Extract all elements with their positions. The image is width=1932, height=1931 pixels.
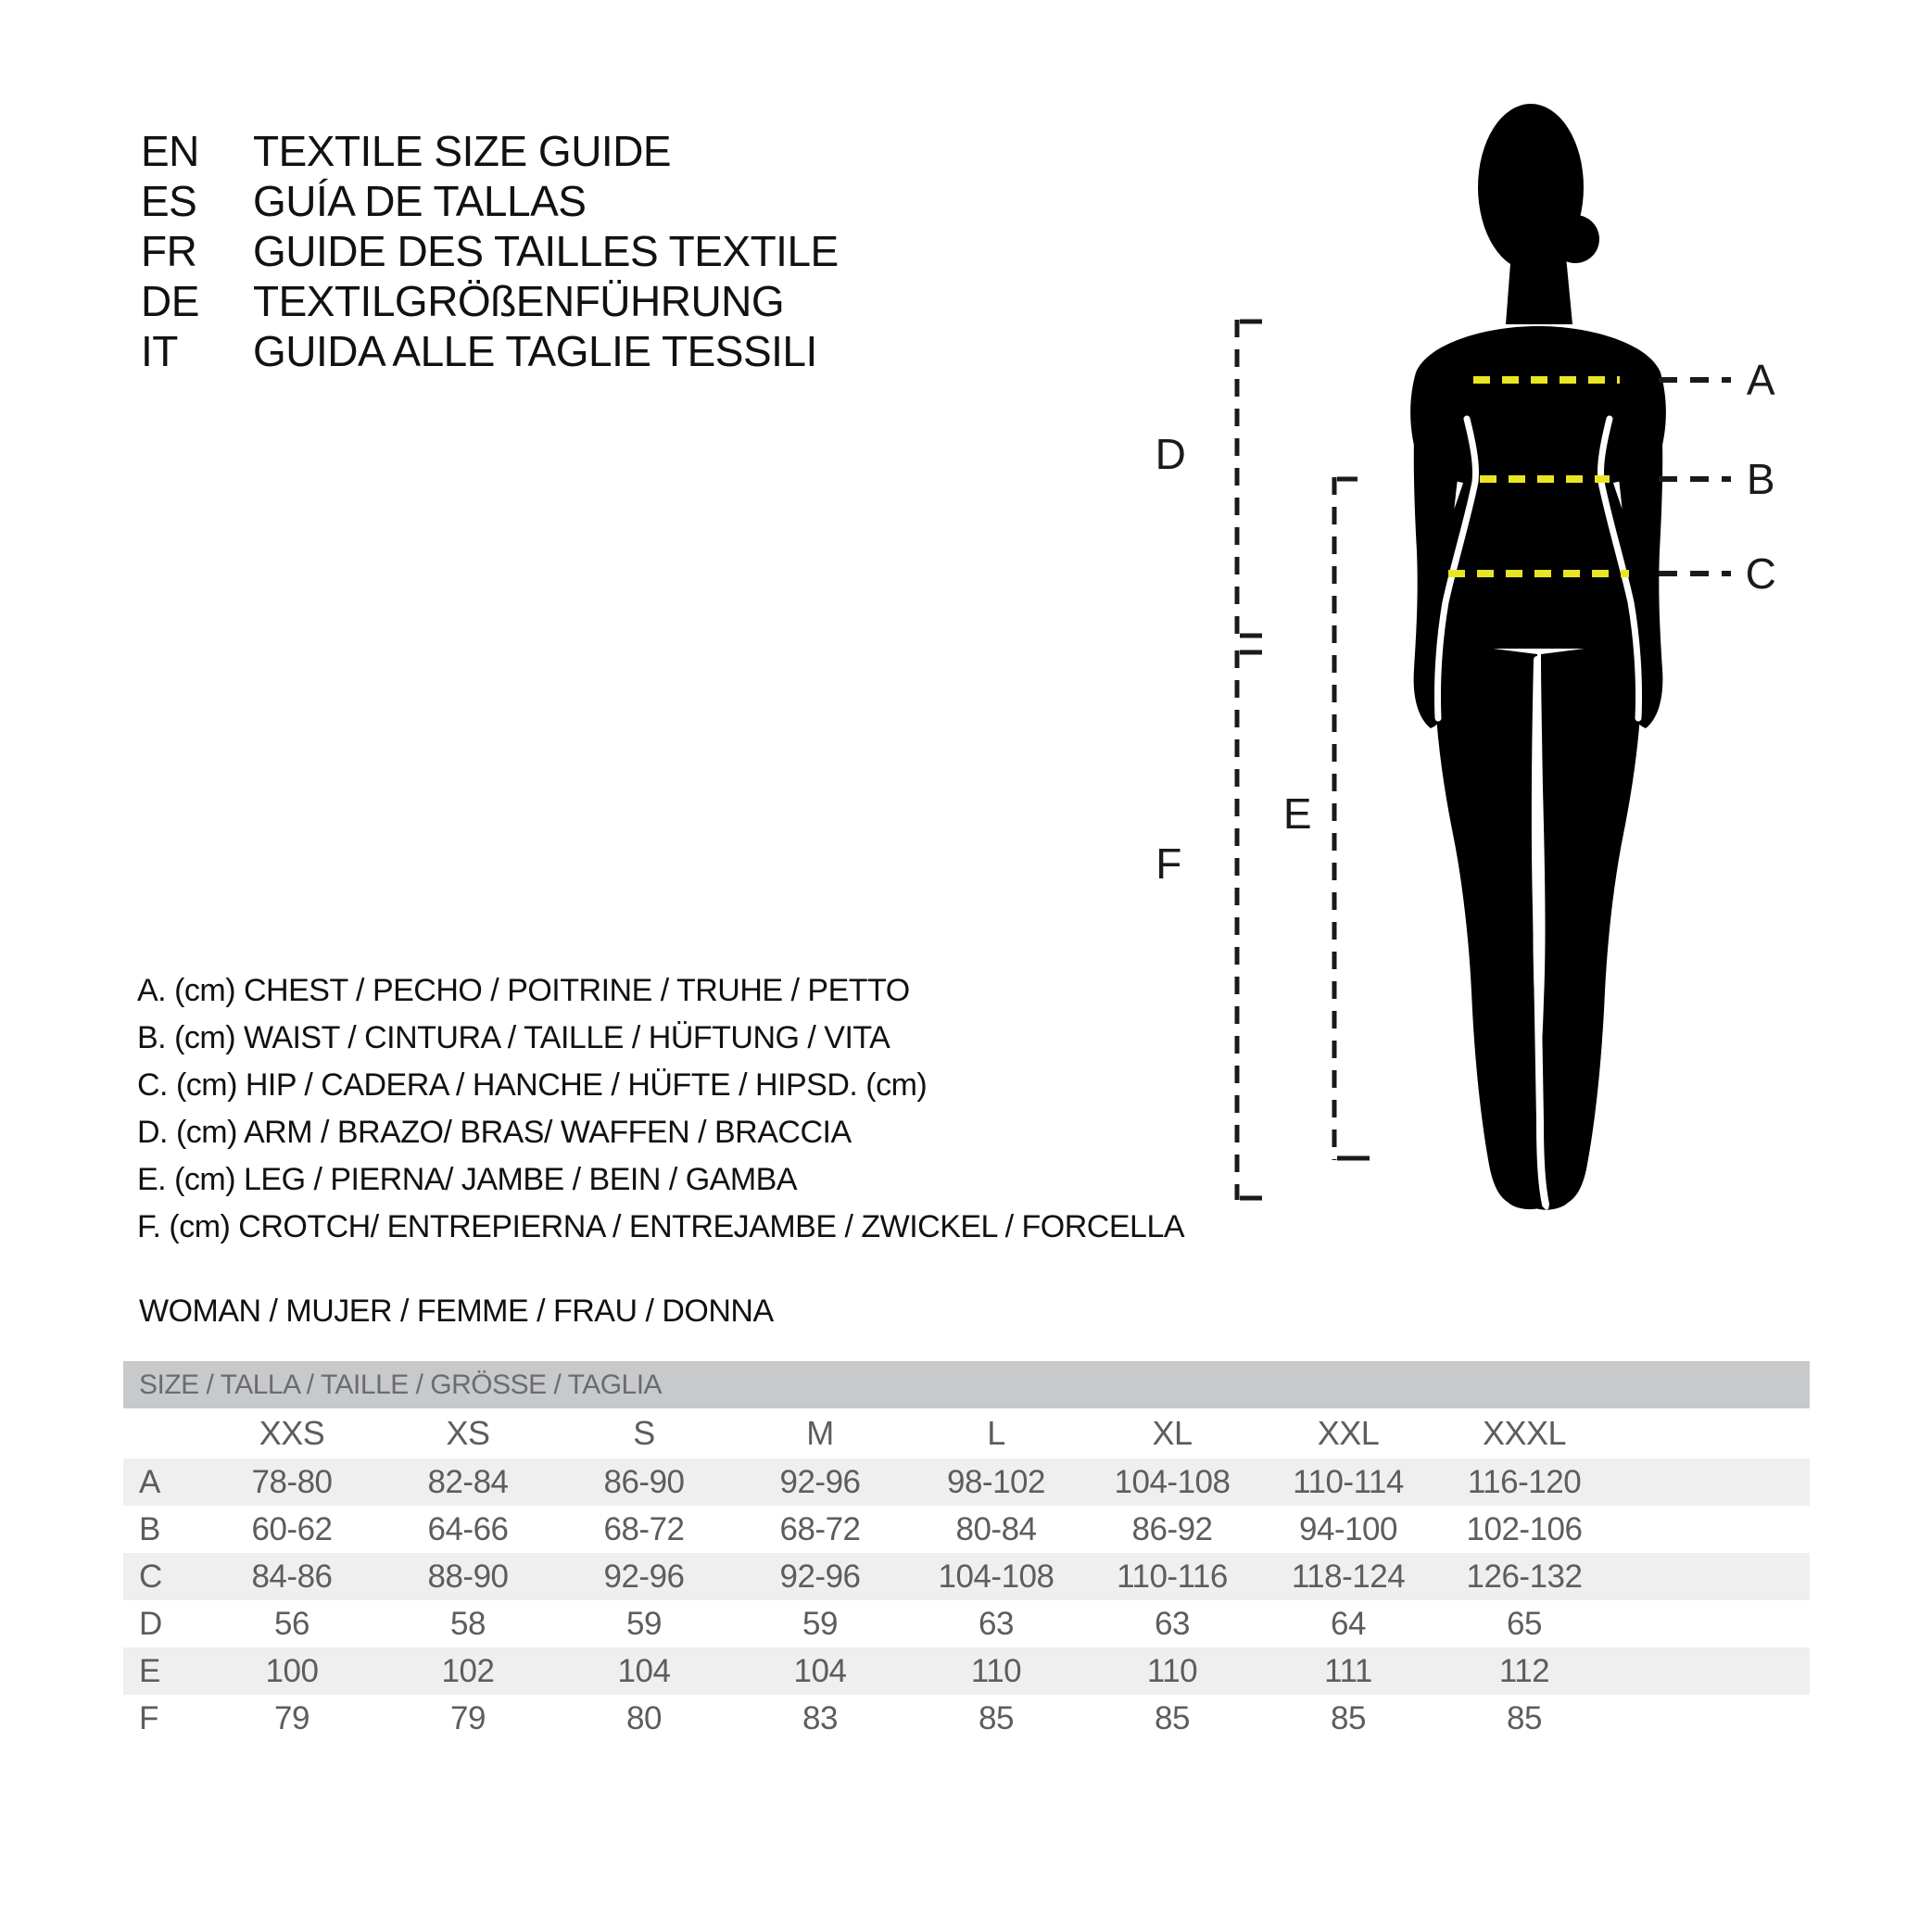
table-cell: 65: [1507, 1605, 1542, 1642]
table-cell: 104: [793, 1652, 847, 1689]
legend-line-b: B. (cm) WAIST / CINTURA / TAILLE / HÜFTUNG / VITA: [137, 1020, 890, 1055]
table-cell: 79: [274, 1699, 309, 1736]
table-cell: 110: [970, 1652, 1022, 1689]
table-cell: 82-84: [427, 1463, 509, 1500]
table-row: [123, 1553, 1810, 1600]
row-label: B: [139, 1510, 160, 1547]
size-column-header: XXS: [259, 1414, 325, 1452]
table-cell: 85: [1507, 1699, 1542, 1736]
size-column-header: XXXL: [1482, 1414, 1567, 1452]
size-column-header: XL: [1152, 1414, 1193, 1452]
table-row: [123, 1647, 1810, 1695]
row-label: F: [139, 1699, 158, 1736]
table-cell: 68-72: [603, 1510, 685, 1547]
table-cell: 85: [1155, 1699, 1190, 1736]
legend-line-f: F. (cm) CROTCH/ ENTREPIERNA / ENTREJAMBE / ZWICKEL / FORCELLA: [137, 1209, 1185, 1244]
table-cell: 110-116: [1117, 1558, 1228, 1595]
size-column-header: XXL: [1317, 1414, 1380, 1452]
table-row: [123, 1695, 1810, 1742]
row-label: E: [139, 1652, 160, 1689]
size-table-sizes-row: [123, 1408, 1810, 1458]
page-title: GUÍA DE TALLAS: [253, 177, 587, 225]
table-row: [123, 1600, 1810, 1647]
legend-line-a: A. (cm) CHEST / PECHO / POITRINE / TRUHE / PETTO: [137, 973, 910, 1008]
table-cell: 98-102: [947, 1463, 1045, 1500]
table-cell: 79: [450, 1699, 486, 1736]
table-cell: 126-132: [1466, 1558, 1583, 1595]
table-cell: 85: [1331, 1699, 1366, 1736]
table-cell: 58: [450, 1605, 486, 1642]
legend-line-d: D. (cm) ARM / BRAZO/ BRAS/ WAFFEN / BRACCIA: [137, 1115, 852, 1150]
size-column-header: XS: [446, 1414, 490, 1452]
table-cell: 59: [626, 1605, 662, 1642]
table-cell: 102-106: [1466, 1510, 1583, 1547]
marker-letter-f: F: [1155, 839, 1181, 888]
table-row: [123, 1458, 1810, 1506]
table-cell: 92-96: [779, 1558, 861, 1595]
legend-line-c: C. (cm) HIP / CADERA / HANCHE / HÜFTE / HIPSD. (cm): [137, 1067, 928, 1103]
table-cell: 104-108: [938, 1558, 1054, 1595]
table-cell: 104: [617, 1652, 671, 1689]
table-cell: 118-124: [1291, 1558, 1406, 1595]
table-cell: 92-96: [779, 1463, 861, 1500]
marker-letter-b: B: [1746, 455, 1775, 503]
table-cell: 64-66: [427, 1510, 509, 1547]
table-cell: 63: [979, 1605, 1014, 1642]
table-cell: 88-90: [427, 1558, 509, 1595]
table-cell: 63: [1155, 1605, 1190, 1642]
row-label: D: [139, 1605, 162, 1642]
table-cell: 104-108: [1114, 1463, 1231, 1500]
table-cell: 94-100: [1299, 1510, 1397, 1547]
table-cell: 111: [1324, 1652, 1372, 1689]
size-table: [123, 1361, 1810, 1742]
table-cell: 64: [1331, 1605, 1366, 1642]
table-cell: 84-86: [251, 1558, 333, 1595]
language-code: ES: [141, 177, 197, 225]
size-table-header-band: SIZE / TALLA / TAILLE / GRÖSSE / TAGLIA: [123, 1361, 1810, 1408]
marker-letter-c: C: [1745, 549, 1776, 598]
legend-line-e: E. (cm) LEG / PIERNA/ JAMBE / BEIN / GAMBA: [137, 1162, 798, 1197]
table-cell: 112: [1498, 1652, 1550, 1689]
language-code: IT: [141, 327, 178, 375]
language-code: EN: [141, 127, 199, 175]
table-cell: 110-114: [1293, 1463, 1404, 1500]
page-title: GUIDE DES TAILLES TEXTILE: [253, 227, 839, 275]
table-cell: 92-96: [603, 1558, 685, 1595]
table-cell: 80-84: [955, 1510, 1037, 1547]
page-title: TEXTILE SIZE GUIDE: [253, 127, 672, 175]
language-code: FR: [141, 227, 197, 275]
row-label: A: [139, 1463, 160, 1500]
table-cell: 100: [265, 1652, 319, 1689]
table-cell: 110: [1146, 1652, 1198, 1689]
measure-lines-vertical: [1237, 320, 1370, 1200]
size-column-header: M: [806, 1414, 834, 1452]
measurement-legend: [137, 967, 1184, 1251]
table-cell: 60-62: [251, 1510, 333, 1547]
table-cell: 80: [626, 1699, 662, 1736]
page-title: TEXTILGRÖßENFÜHRUNG: [253, 277, 785, 325]
table-cell: 102: [441, 1652, 495, 1689]
table-cell: 59: [802, 1605, 838, 1642]
marker-letter-a: A: [1746, 356, 1775, 404]
size-column-header: S: [633, 1414, 655, 1452]
table-cell: 83: [802, 1699, 838, 1736]
table-cell: 85: [979, 1699, 1014, 1736]
table-cell: 78-80: [251, 1463, 333, 1500]
table-cell: 56: [274, 1605, 309, 1642]
table-row: [123, 1506, 1810, 1553]
audience-line: WOMAN / MUJER / FEMME / FRAU / DONNA: [139, 1293, 774, 1329]
table-cell: 86-92: [1131, 1510, 1213, 1547]
table-cell: 86-90: [603, 1463, 685, 1500]
page-title: GUIDA ALLE TAGLIE TESSILI: [253, 327, 817, 375]
table-cell: 68-72: [779, 1510, 861, 1547]
marker-letter-e: E: [1282, 789, 1312, 838]
language-code: DE: [141, 277, 199, 325]
table-cell: 116-120: [1467, 1463, 1582, 1500]
marker-letter-d: D: [1155, 430, 1186, 478]
size-column-header: L: [987, 1414, 1005, 1452]
row-label: C: [139, 1558, 162, 1595]
